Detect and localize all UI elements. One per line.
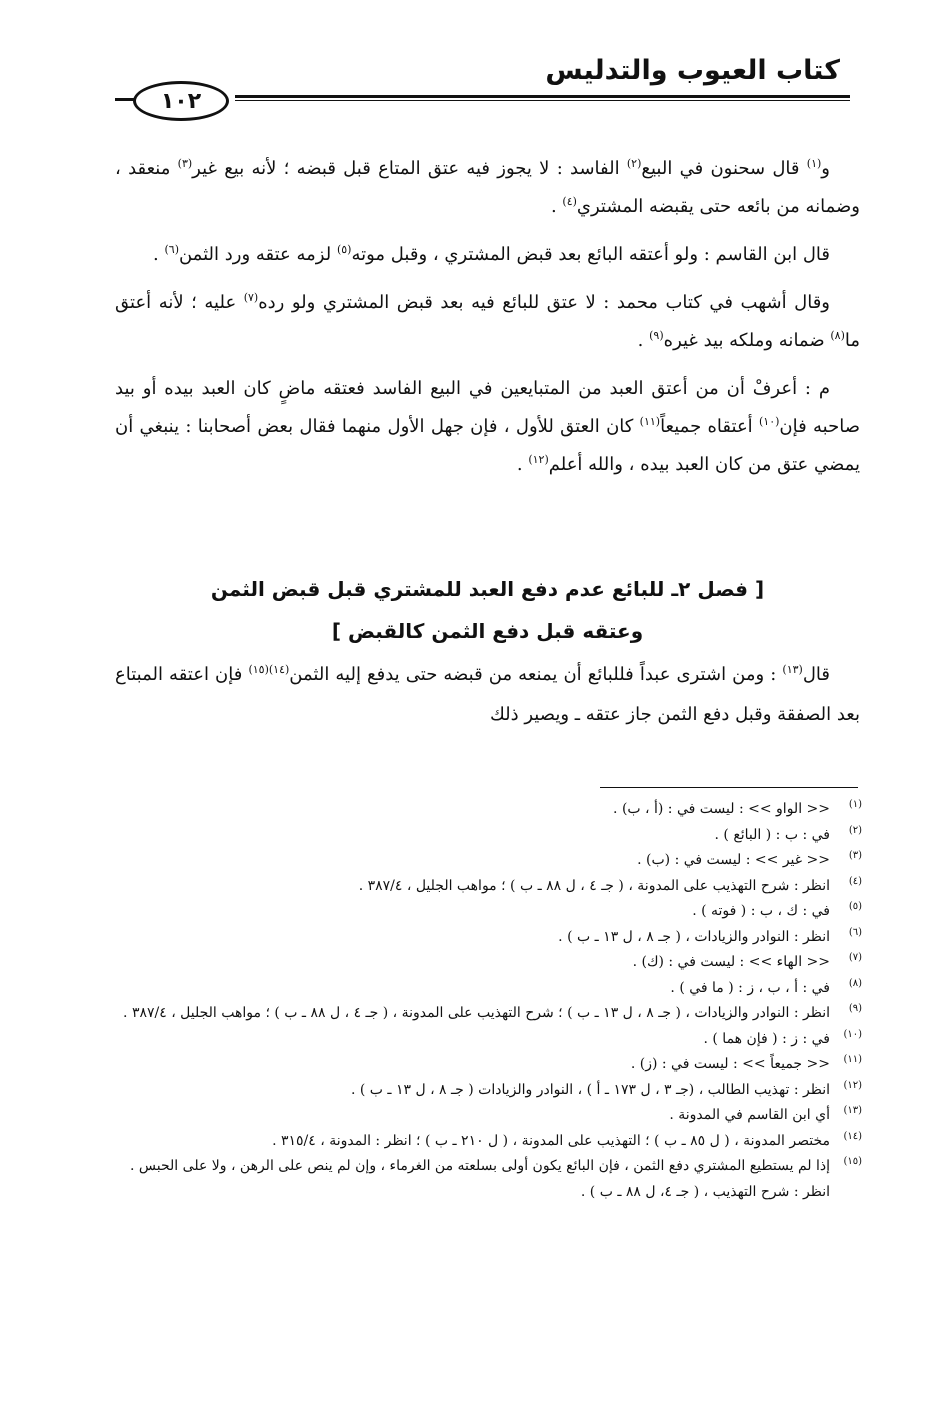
- footnote-text: أي ابن القاسم في المدونة .: [669, 1107, 830, 1123]
- footnote-number: (١٤): [843, 1130, 862, 1142]
- paragraph: و$^{(١)}$ قال سحنون في البيع$^{(٢)}$ الفاسد : لا يجوز فيه عتق المتاع قبل قبضه ؛ لأنه بيع غير$^{(٣)}$ منعقد ، وضمانه من بائعه حتى يقبضه المشتري$^{(٤)}$ .: [115, 157, 860, 217]
- footnote-number: (٣): [848, 850, 862, 861]
- paragraph: وقال أشهب في كتاب محمد : لا عتق للبائع فيه بعد قبض المشتري ولو رده$^{(٧)}$ عليه ؛ لأنه أعتق ما$^{(٨)}$ ضمانه وملكه بيد غيره$^{(٩)}$ .: [115, 291, 860, 351]
- footnote-text: انظر : النوادر والزيادات ، ( جـ ٨ ، ل ١٣ ـ ب ) .: [558, 928, 830, 945]
- footnote-marker: (١٢): [528, 453, 549, 466]
- footnote-marker: (٤): [562, 195, 577, 208]
- footnote: [120, 1027, 862, 1053]
- footnote: [120, 797, 862, 823]
- footnote-number: (١١): [843, 1054, 862, 1065]
- page-number: ١٠٢: [160, 88, 202, 114]
- footnote-separator: [600, 787, 858, 788]
- footnote-marker: (١): [806, 157, 822, 170]
- footnote: [120, 1078, 862, 1104]
- footnote-number: (١): [848, 799, 862, 810]
- footnote-marker: (٦): [164, 243, 179, 256]
- footnote-number: (١٣): [843, 1105, 862, 1116]
- footnote-marker: (١٣): [782, 663, 803, 676]
- footnote-text: انظر : شرح التهذيب على المدونة ، ( جـ ٤ ، ل ٨٨ ـ ب ) ؛ مواهب الجليل ، ٣٨٧/٤ .: [358, 877, 830, 894]
- footnote-number: (٨): [848, 977, 862, 989]
- footnote-text: << جميعاً >> : ليست في : (ز) .: [630, 1056, 830, 1072]
- footnote-marker: (٣): [177, 157, 193, 170]
- footnote-text: في : ب : ( البائع ) .: [714, 826, 830, 843]
- footnote: [120, 848, 862, 874]
- header-rule: [235, 95, 850, 98]
- footnote-number: (٥): [848, 901, 862, 912]
- footnote-text: << الهاء >> : ليست في : (ك) .: [632, 954, 830, 970]
- footnote-marker: (٥): [336, 243, 352, 256]
- footnote-marker: (١٠): [758, 415, 780, 428]
- footnote-marker: (٧): [243, 291, 259, 304]
- footnote: [120, 976, 862, 1002]
- footnote-text: في : أ ، ب ، ز : ( ما في ) .: [670, 979, 830, 996]
- footnote: [120, 1103, 862, 1129]
- footnote-text: مختصر المدونة ، ( ل ٨٥ ـ ب ) ؛ التهذيب على المدونة ، ( ل ٢١٠ ـ ب ) ؛ انظر : المدونة ، ٣١٥/٤ .: [272, 1132, 830, 1149]
- footnote-text: << غير >> : ليست في : (ب) .: [637, 852, 830, 868]
- footnote: [120, 1154, 862, 1205]
- footnote-marker: (١٤)(١٥): [248, 663, 290, 676]
- footnotes: [120, 797, 862, 1205]
- footnote: [120, 925, 862, 951]
- footnote-number: (٦): [848, 926, 862, 938]
- main-text: [115, 150, 860, 494]
- book-title: كتاب العيوب والتدليس: [545, 55, 840, 86]
- footnote: [120, 899, 862, 925]
- section-heading: [115, 568, 860, 652]
- footnote-number: (١٠): [843, 1028, 862, 1040]
- footnote-text: في : ز : ( فإن هما ) .: [703, 1030, 830, 1047]
- footnote-marker: (٢): [626, 157, 642, 170]
- footnote-text: انظر : النوادر والزيادات ، ( جـ ٨ ، ل ١٣ ـ ب ) ؛ شرح التهذيب على المدونة ، ( جـ ٤ ، ل ٨٨ ـ ب ) ؛ مواهب الجليل ، ٣٨٧/٤ .: [123, 1005, 830, 1021]
- footnote: [120, 1001, 862, 1027]
- page-number-badge: [133, 81, 229, 121]
- footnote: [120, 823, 862, 849]
- footnote-number: (١٥): [843, 1156, 862, 1167]
- footnote-marker: (٨): [830, 329, 845, 342]
- footnote-text: إذا لم يستطيع المشتري دفع الثمن ، فإن البائع يكون أولى بسلعته من الغرماء ، وإن لم ينص على الرهن ، ولا على الحبس . انظر : شرح التهذيب ، ( جـ ٤، ل ٨٨ ـ ب ) .: [130, 1158, 830, 1200]
- footnote-text: انظر : تهذيب الطالب ، (جـ ٣ ، ل ١٧٣ ـ أ ) ، النوادر والزيادات ( جـ ٨ ، ل ١٣ ـ ب ) .: [350, 1081, 830, 1098]
- header-rule-thin: [235, 100, 850, 101]
- footnote-marker: (٩): [649, 329, 664, 342]
- footnote-number: (٩): [848, 1003, 862, 1014]
- page-header: [115, 55, 850, 125]
- paragraph: قال ابن القاسم : ولو أعتقه البائع بعد قبض المشتري ، وقبل موته$^{(٥)}$ لزمه عتقه ورد الثمن$^{(٦)}$ .: [153, 243, 830, 265]
- footnote: [120, 950, 862, 976]
- footnote-number: (٤): [848, 875, 862, 887]
- footnote: [120, 1129, 862, 1155]
- footnote-number: (١٢): [843, 1079, 862, 1091]
- footnote-marker: (١١): [639, 415, 661, 428]
- section-text: [115, 655, 860, 745]
- footnote-text: في : ك ، ب : ( فوته ) .: [692, 903, 830, 919]
- footnote: [120, 874, 862, 900]
- section-heading-line-2: وعتقه قبل دفع الثمن كالقبض ]: [331, 619, 644, 643]
- section-heading-line-1: [ فصل ٢ـ للبائع عدم دفع العبد للمشتري قبل قبض الثمن: [210, 577, 765, 601]
- footnote-text: << الواو >> : ليست في : (أ ، ب) .: [613, 801, 830, 817]
- footnote-number: (٧): [848, 952, 862, 963]
- section-paragraph: قال$^{(١٣)}$ : ومن اشترى عبداً فللبائع أن يمنعه من قبضه حتى يدفع إليه الثمن$^{(١٤)(١٥)}$ فإن اعتقه المبتاع بعد الصفقة وقبل دفع الثمن جاز عتقه ـ ويصير ذلك: [115, 663, 860, 725]
- footnote-number: (٢): [848, 824, 862, 836]
- footnote: [120, 1052, 862, 1078]
- paragraph: م : أعرفْ أن من أعتق العبد من المتبايعين في البيع الفاسد فعتقه ماضٍ كان العبد بيده أو بيد صاحبه فإن$^{(١٠)}$ أعتقاه جميعاً$^{(١١)}$ كان العتق للأول ، فإن جهل الأول منهما فقال بعض أصحابنا : ينبغي أن يمضي عتق من كان العبد بيده ، والله أعلم$^{(١٢)}$ .: [115, 378, 860, 475]
